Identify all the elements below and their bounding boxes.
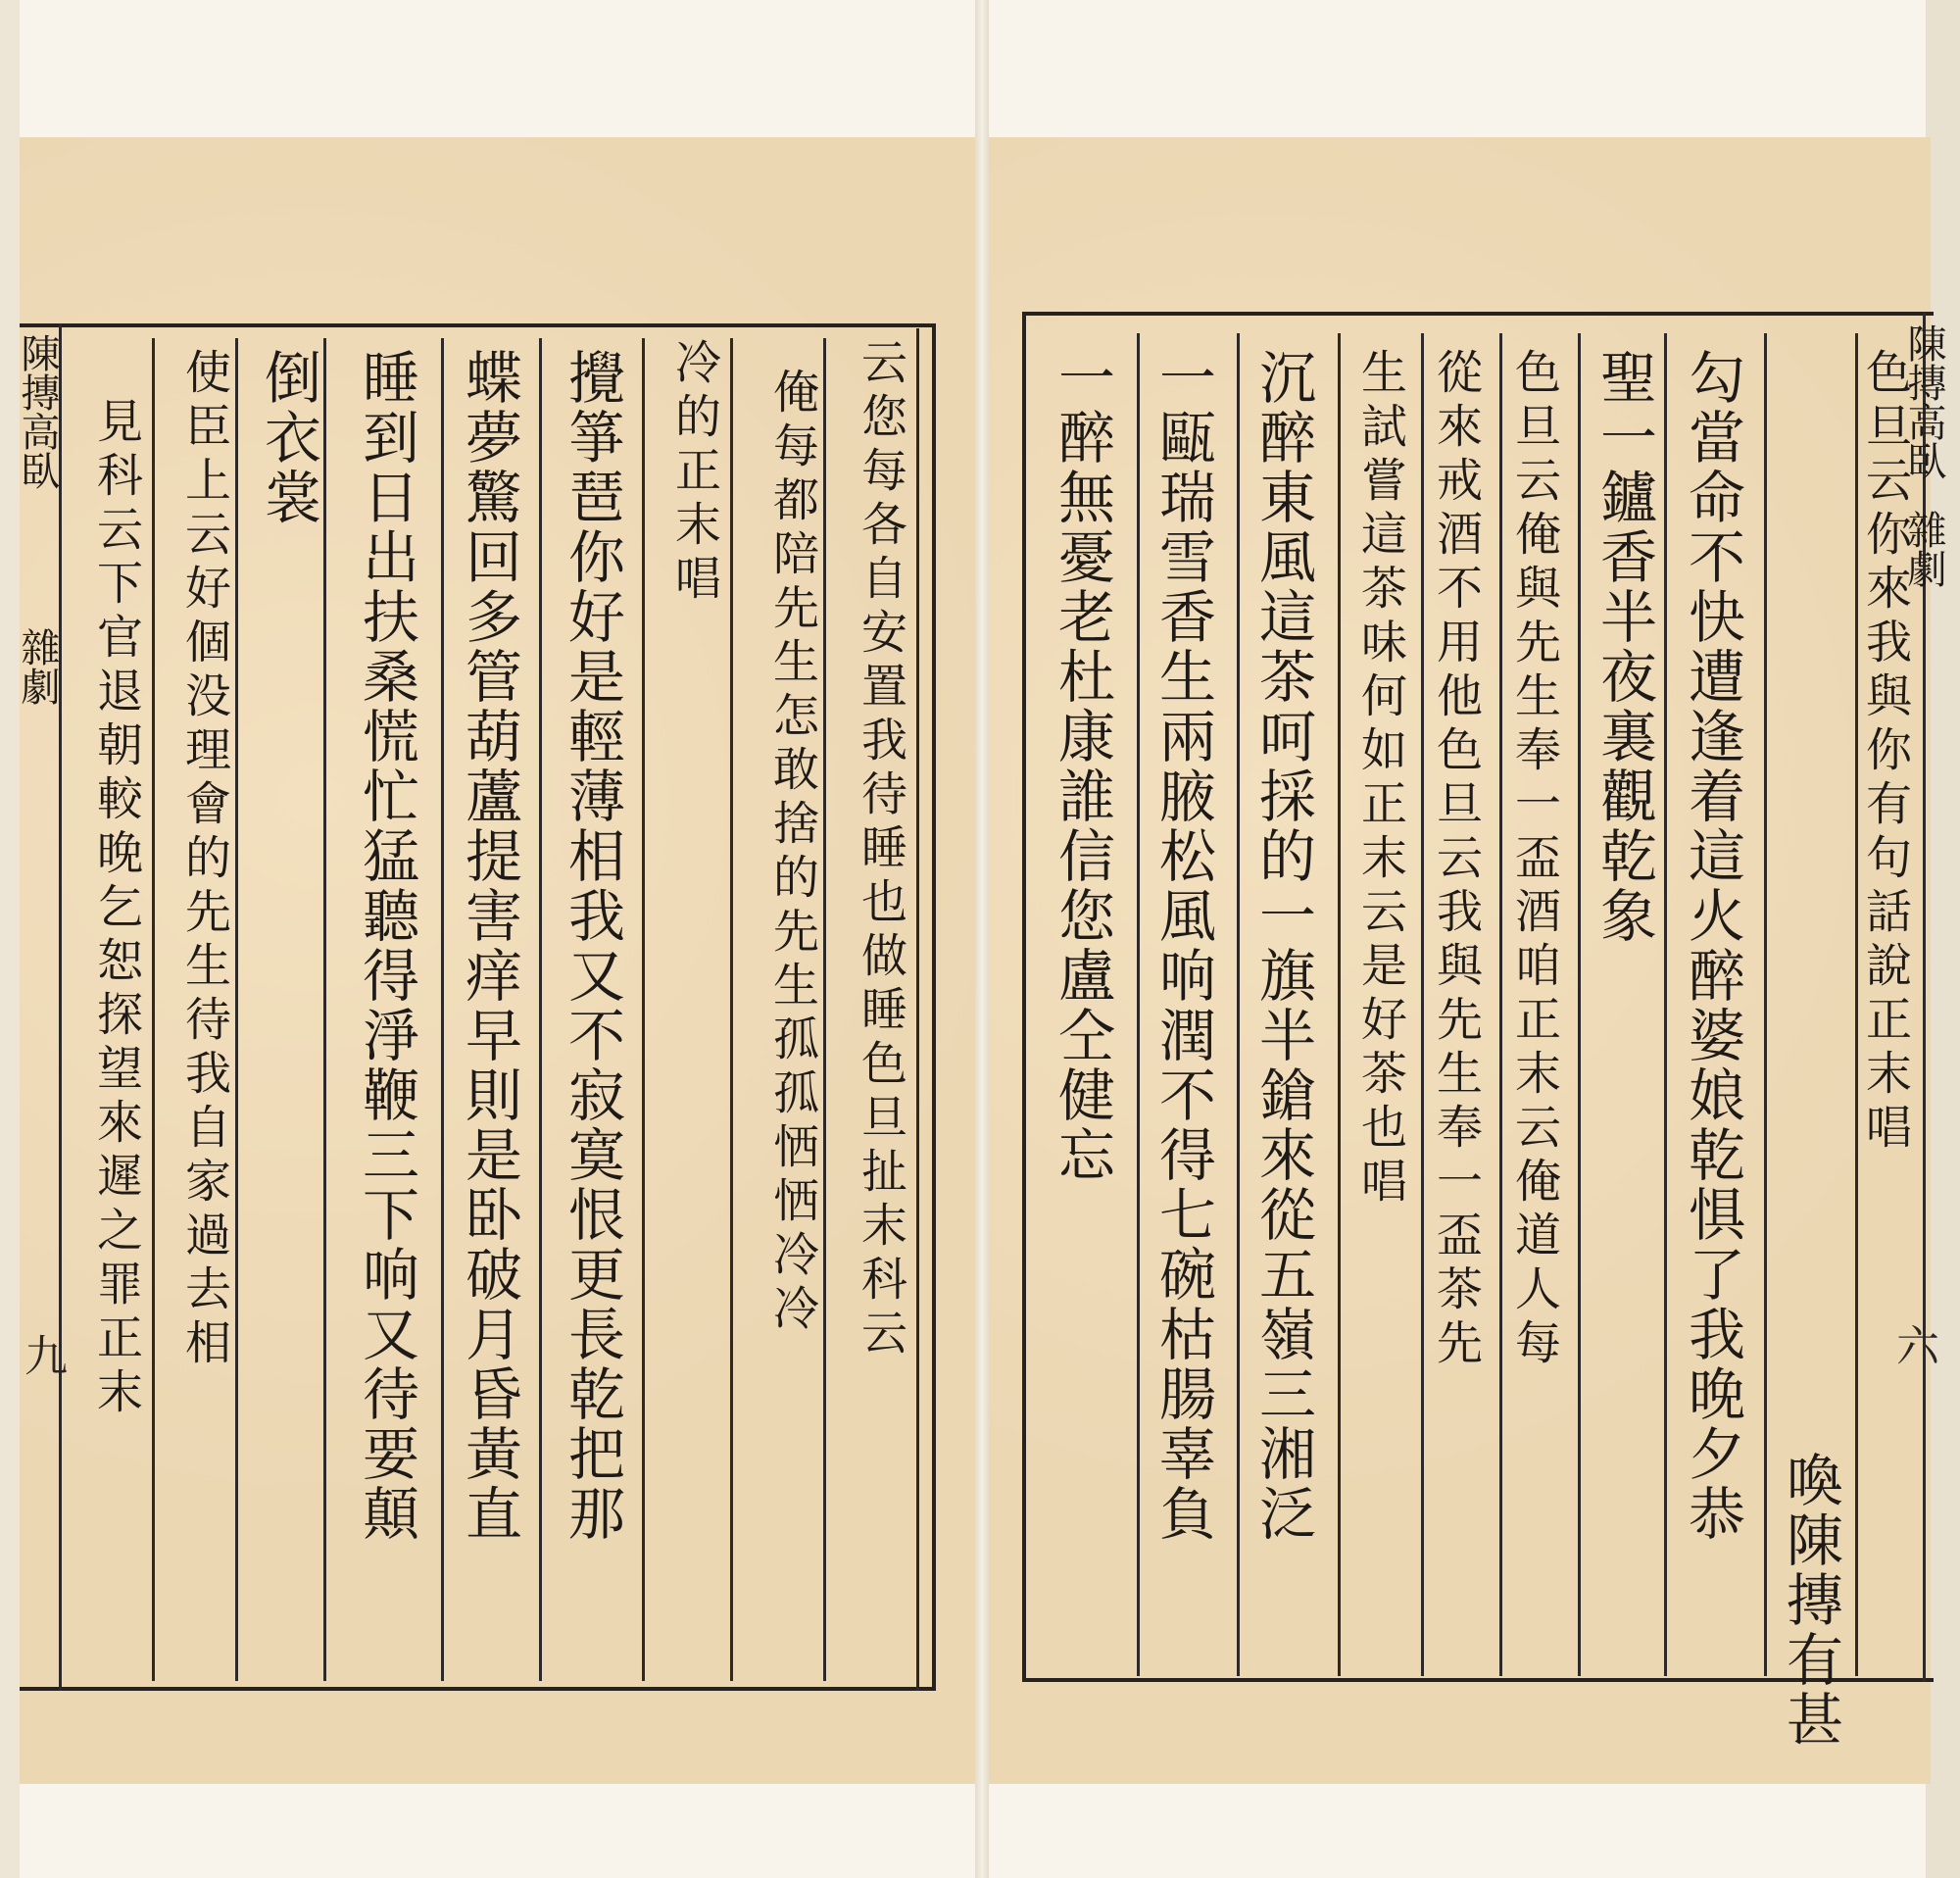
right-margin-genre: 雜劇 xyxy=(1901,510,1946,588)
scan-frame-left xyxy=(0,0,20,1878)
text-column: 一甌瑞雪香生兩腋松風响潤不得七碗枯腸辜負 xyxy=(1150,348,1216,1544)
text-column: 見科云下官退朝較晚乞恕探望來遲之罪正末 xyxy=(89,397,143,1421)
text-column: 云您每各自安置我待睡也做睡色旦扯末科云 xyxy=(854,338,907,1362)
column-rule xyxy=(1578,333,1581,1676)
column-rule xyxy=(916,328,919,1691)
column-rule xyxy=(1237,333,1240,1676)
text-column: 攪箏琶你好是輕薄相我又不寂寞恨更長乾把那 xyxy=(559,348,625,1544)
book-gutter xyxy=(975,0,989,1878)
column-rule xyxy=(323,338,326,1681)
text-column: 色旦云俺與先生奉一盃酒咱正末云俺道人每 xyxy=(1507,348,1561,1372)
column-rule xyxy=(1338,333,1341,1676)
margin-rule xyxy=(59,323,62,1691)
text-column: 使臣上云好個没理會的先生待我自家過去相 xyxy=(177,348,231,1372)
text-column: 睡到日出扶桑慌忙猛聽得淨鞭三下响又待要顛 xyxy=(353,348,419,1544)
column-rule xyxy=(730,338,733,1681)
text-column: 生試嘗這茶味何如正末云是好茶也唱 xyxy=(1353,348,1407,1211)
left-margin-title: 陳摶高臥 xyxy=(15,333,60,490)
right-page-number: 六 xyxy=(1888,1323,1938,1366)
right-margin-title: 陳摶高臥 xyxy=(1901,323,1946,480)
column-rule xyxy=(642,338,645,1681)
column-rule xyxy=(539,338,542,1681)
column-rule xyxy=(1764,333,1767,1676)
text-column: 從來戒酒不用他色旦云我與先生奉一盃茶先 xyxy=(1429,348,1483,1372)
text-column: 冷的正末唱 xyxy=(667,338,721,608)
text-column: 一醉無憂老杜康誰信您盧仝健忘 xyxy=(1049,348,1115,1185)
column-rule xyxy=(152,338,155,1681)
text-column: 喚陳摶有甚 xyxy=(1777,1451,1843,1750)
column-rule xyxy=(1421,333,1424,1676)
column-rule xyxy=(1664,333,1667,1676)
text-column: 色旦云你來我與你有句話說正末唱 xyxy=(1858,348,1912,1157)
column-rule xyxy=(235,338,238,1681)
column-rule xyxy=(823,338,826,1681)
left-margin-genre: 雜劇 xyxy=(15,627,60,706)
left-page-number: 九 xyxy=(17,1333,67,1376)
text-column: 勾當命不快遭逢着這火醉婆娘乾惧了我晚夕恭 xyxy=(1679,348,1745,1544)
text-column: 俺每都陪先生怎敢捨的先生孤孤恓恓冷冷 xyxy=(765,368,819,1338)
column-rule xyxy=(441,338,444,1681)
column-rule xyxy=(1499,333,1502,1676)
column-rule xyxy=(1137,333,1140,1676)
text-column: 倒衣裳 xyxy=(255,348,321,527)
text-column: 沉醉東風這茶呵採的一旗半鎗來從五嶺三湘泛 xyxy=(1250,348,1316,1544)
text-column: 蝶夢驚回多管葫蘆提害痒早則是卧破月昏黃直 xyxy=(456,348,522,1544)
text-column: 聖一鑪香半夜裏觀乾象 xyxy=(1591,348,1657,946)
